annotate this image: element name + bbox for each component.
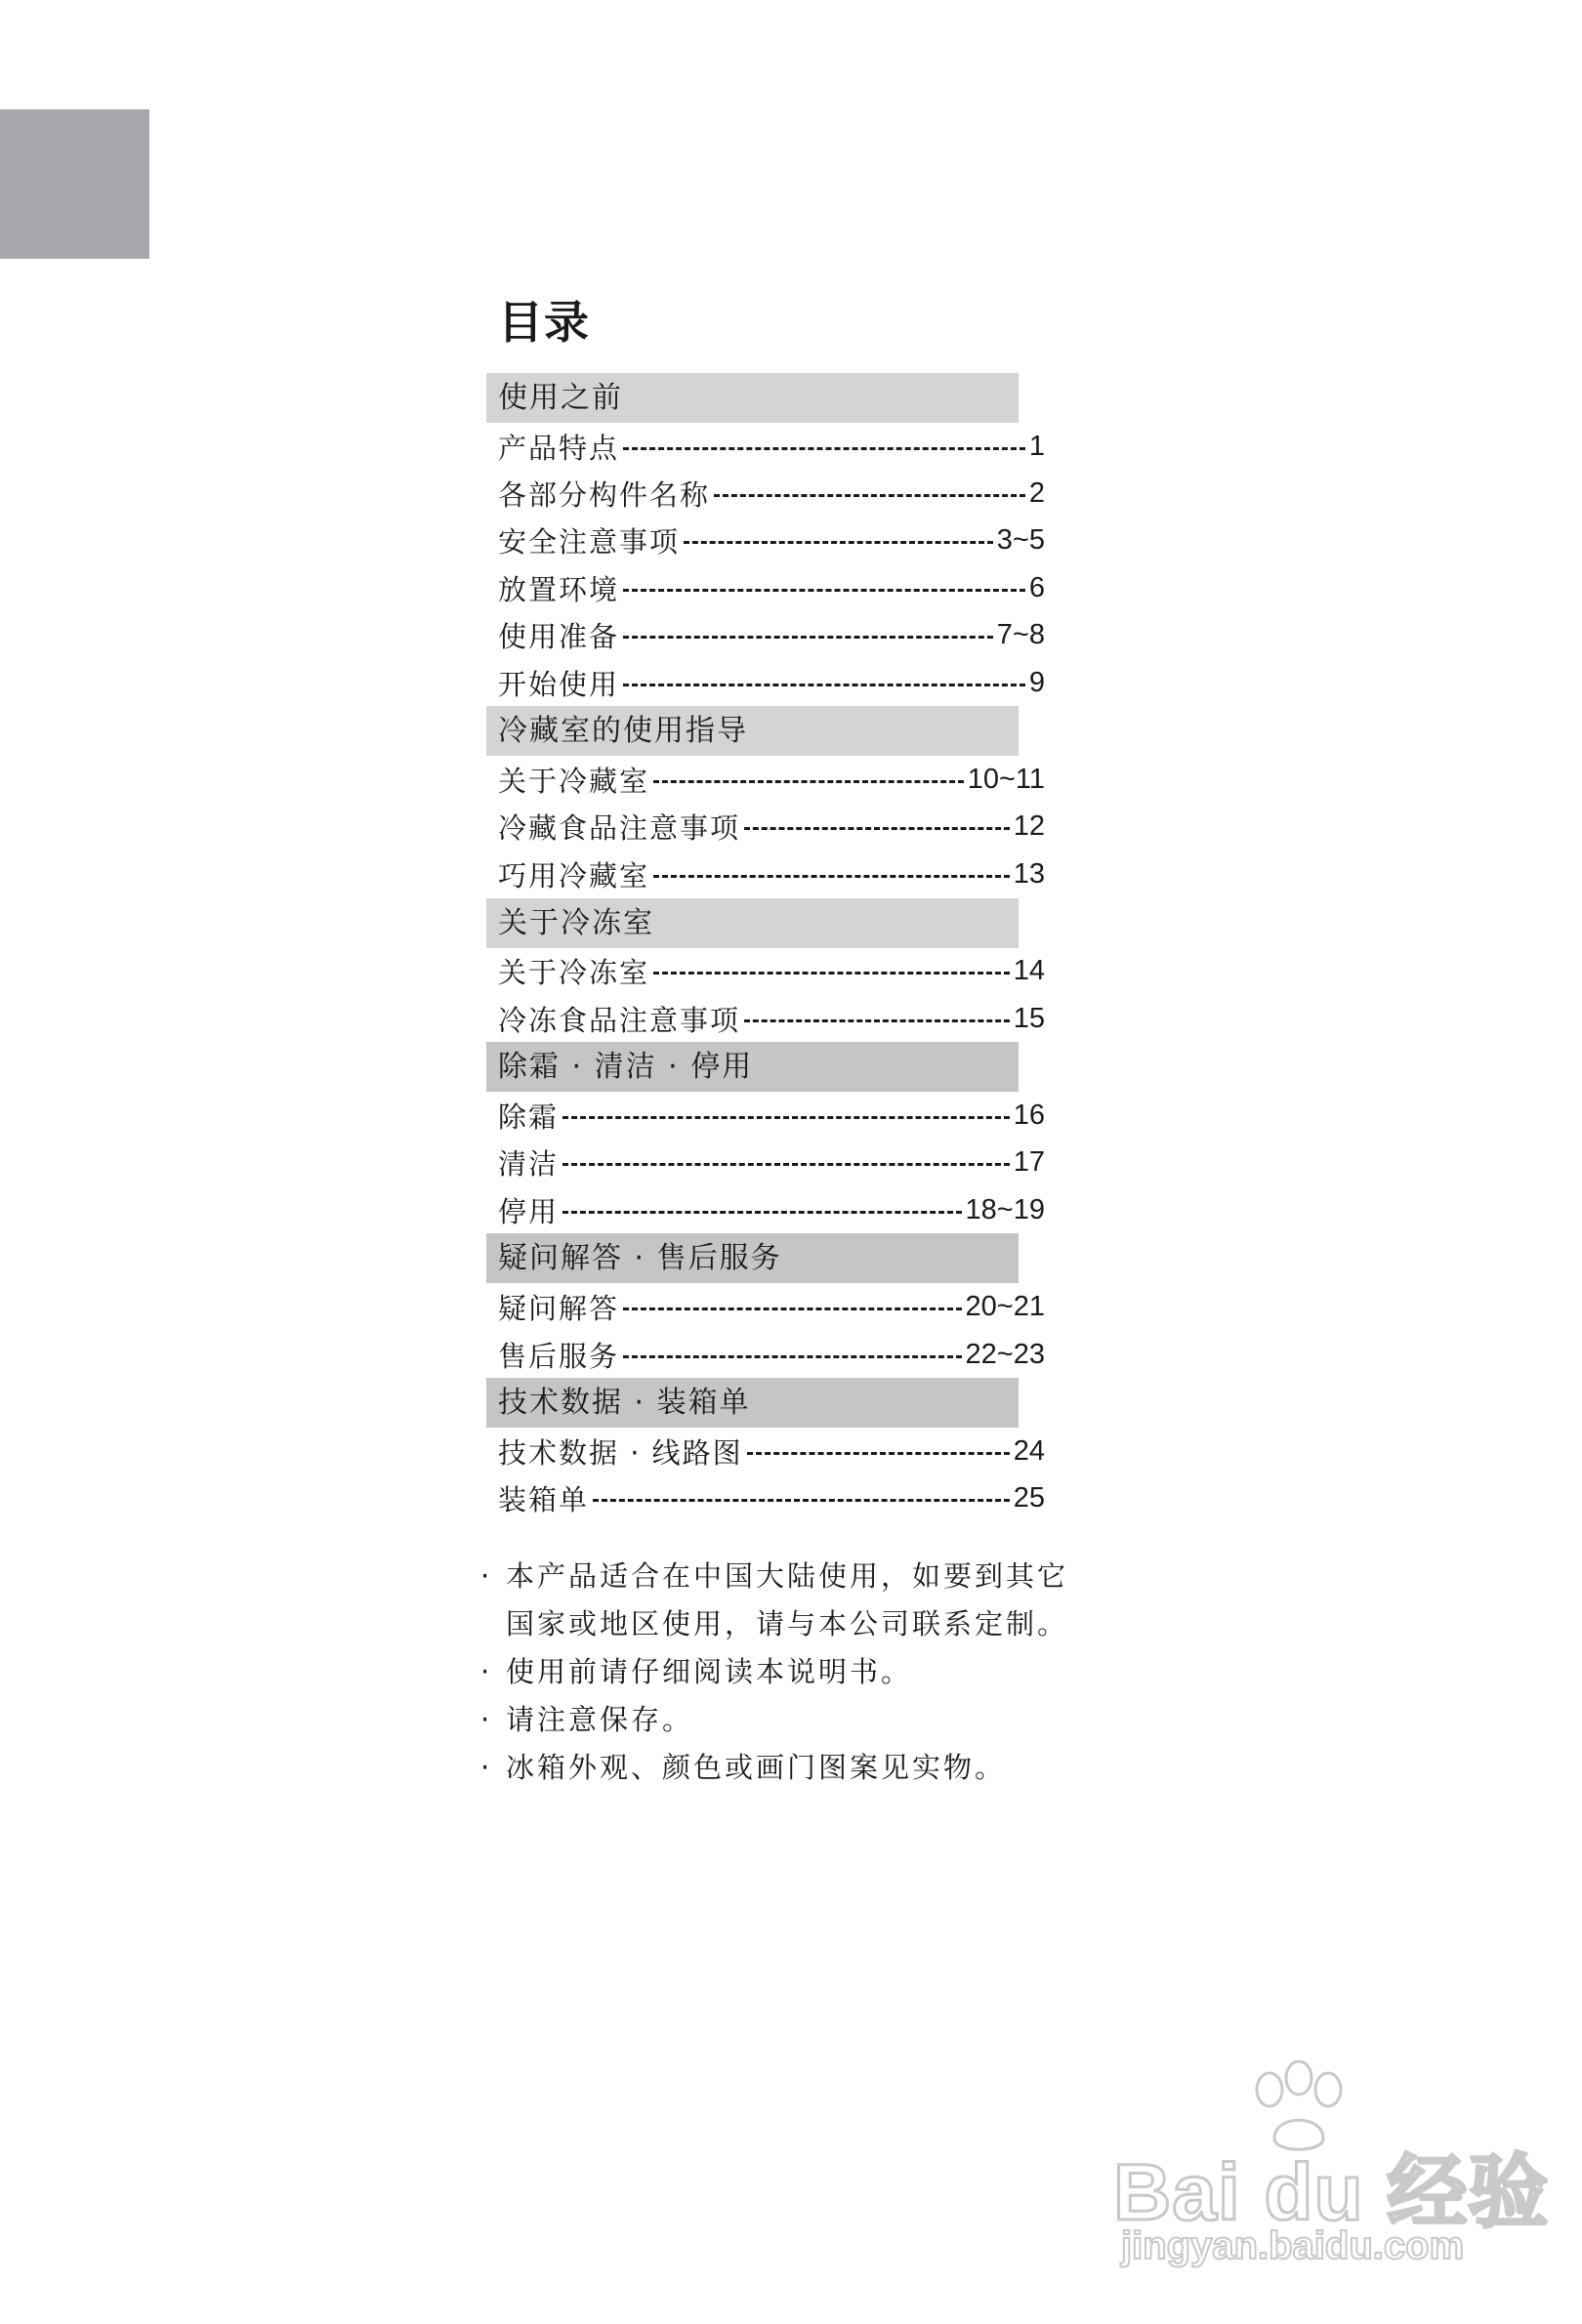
toc-entry[interactable]: [486, 564, 1045, 611]
dot-leader: [747, 1452, 1010, 1455]
entry-page: 15: [1013, 1002, 1045, 1034]
dot-leader: [562, 1116, 1010, 1119]
section-header: 关于冷冻室: [486, 898, 1019, 948]
entry-page: 3~5: [996, 524, 1045, 557]
entry-label: 关于冷冻室: [498, 956, 650, 990]
entry-label: 巧用冷藏室: [498, 858, 650, 892]
entry-label: 冷藏食品注意事项: [498, 811, 741, 846]
entry-label: 清洁: [498, 1147, 560, 1182]
dot-leader: [593, 1499, 1010, 1502]
entry-label: 售后服务: [498, 1339, 620, 1373]
page-title: 目录: [498, 296, 590, 349]
section-header: 除霜 · 清洁 · 停用: [486, 1042, 1019, 1092]
dot-leader: [744, 827, 1010, 830]
dot-leader: [714, 494, 1025, 497]
baidu-watermark: [1113, 2060, 1550, 2275]
entry-page: 12: [1013, 810, 1045, 843]
toc-entry[interactable]: [486, 423, 1045, 470]
entry-page: 10~11: [967, 764, 1045, 796]
note-item: [480, 1744, 1105, 1792]
toc-entry[interactable]: [486, 804, 1045, 851]
toc-entry[interactable]: [486, 1140, 1045, 1186]
dot-leader: [623, 1307, 962, 1310]
bullet: ·: [480, 1703, 493, 1736]
entry-page: 25: [1013, 1482, 1045, 1515]
entry-label: 产品特点: [498, 431, 620, 465]
watermark-url: jingyan.baidu.com: [1121, 2224, 1465, 2267]
entry-label: 各部分构件名称: [498, 478, 711, 513]
dot-leader: [562, 1163, 1010, 1166]
entry-label: 使用准备: [498, 620, 620, 654]
toc-entry[interactable]: [486, 1092, 1045, 1139]
entry-page: 16: [1013, 1099, 1045, 1131]
entry-page: 17: [1013, 1146, 1045, 1179]
corner-tab: [0, 109, 149, 259]
toc-entry[interactable]: [486, 1428, 1045, 1474]
toc-entry[interactable]: [486, 1186, 1045, 1233]
dot-leader: [684, 541, 993, 544]
toc-entry[interactable]: [486, 612, 1045, 659]
entry-page: 18~19: [965, 1193, 1045, 1225]
toc-entry[interactable]: [486, 518, 1045, 564]
entry-page: 7~8: [996, 619, 1045, 651]
entry-page: 24: [1013, 1434, 1045, 1467]
note-text: 冰箱外观、颜色或画门图案见实物。: [506, 1751, 1007, 1784]
note-text: 使用前请仔细阅读本说明书。: [506, 1655, 913, 1688]
entry-label: 冷冻食品注意事项: [498, 1003, 741, 1037]
toc-entry[interactable]: [486, 948, 1045, 995]
section-header: 疑问解答 · 售后服务: [486, 1233, 1019, 1283]
entry-label: 停用: [498, 1194, 560, 1228]
note-item: [480, 1553, 1105, 1600]
dot-leader: [623, 684, 1025, 686]
watermark-brand: Bai du 经验: [1113, 2148, 1550, 2237]
entry-page: 9: [1028, 666, 1045, 698]
entry-label: 除霜: [498, 1100, 560, 1134]
entry-page: 6: [1028, 571, 1045, 603]
dot-leader: [623, 589, 1025, 592]
toc-entry[interactable]: [486, 470, 1045, 517]
entry-label: 开始使用: [498, 667, 620, 701]
dot-leader: [562, 1211, 962, 1214]
usage-notes: [480, 1553, 1105, 1792]
dot-leader: [623, 1355, 962, 1358]
dot-leader: [653, 875, 1010, 878]
toc-entry[interactable]: [486, 1283, 1045, 1330]
dot-leader: [623, 636, 993, 639]
entry-label: 安全注意事项: [498, 525, 681, 560]
dot-leader: [744, 1019, 1010, 1022]
entry-page: 2: [1028, 477, 1045, 510]
dot-leader: [653, 780, 964, 783]
toc-entry[interactable]: [486, 1331, 1045, 1378]
bullet: [480, 1600, 506, 1648]
entry-page: 1: [1028, 430, 1045, 462]
entry-page: 13: [1013, 857, 1045, 890]
bullet: ·: [480, 1751, 493, 1784]
section-header: 技术数据 · 装箱单: [486, 1378, 1019, 1428]
note-item: [480, 1600, 1105, 1648]
bullet: ·: [480, 1655, 493, 1688]
section-header: 使用之前: [486, 373, 1019, 423]
entry-page: 20~21: [965, 1291, 1045, 1323]
entry-label: 放置环境: [498, 572, 620, 606]
entry-label: 装箱单: [498, 1483, 590, 1517]
entry-page: 22~23: [965, 1338, 1045, 1370]
note-text: 请注意保存。: [506, 1703, 694, 1736]
note-text: 国家或地区使用，请与本公司联系定制。: [506, 1607, 1069, 1640]
toc-entry[interactable]: [486, 995, 1045, 1042]
toc-entry[interactable]: [486, 756, 1045, 803]
entry-label: 技术数据 · 线路图: [498, 1435, 743, 1470]
note-text: 本产品适合在中国大陆使用，如要到其它: [506, 1559, 1069, 1593]
toc-entry[interactable]: [486, 851, 1045, 897]
entry-label: 关于冷藏室: [498, 765, 650, 799]
dot-leader: [623, 447, 1025, 450]
section-header: 冷藏室的使用指导: [486, 706, 1019, 756]
entry-label: 疑问解答: [498, 1292, 620, 1326]
toc-entry[interactable]: [486, 1475, 1045, 1522]
note-item: [480, 1648, 1105, 1696]
toc-entry[interactable]: [486, 659, 1045, 706]
dot-leader: [653, 972, 1010, 975]
note-item: [480, 1696, 1105, 1744]
entry-page: 14: [1013, 955, 1045, 987]
table-of-contents: [486, 293, 1072, 1522]
bullet: ·: [480, 1559, 493, 1593]
